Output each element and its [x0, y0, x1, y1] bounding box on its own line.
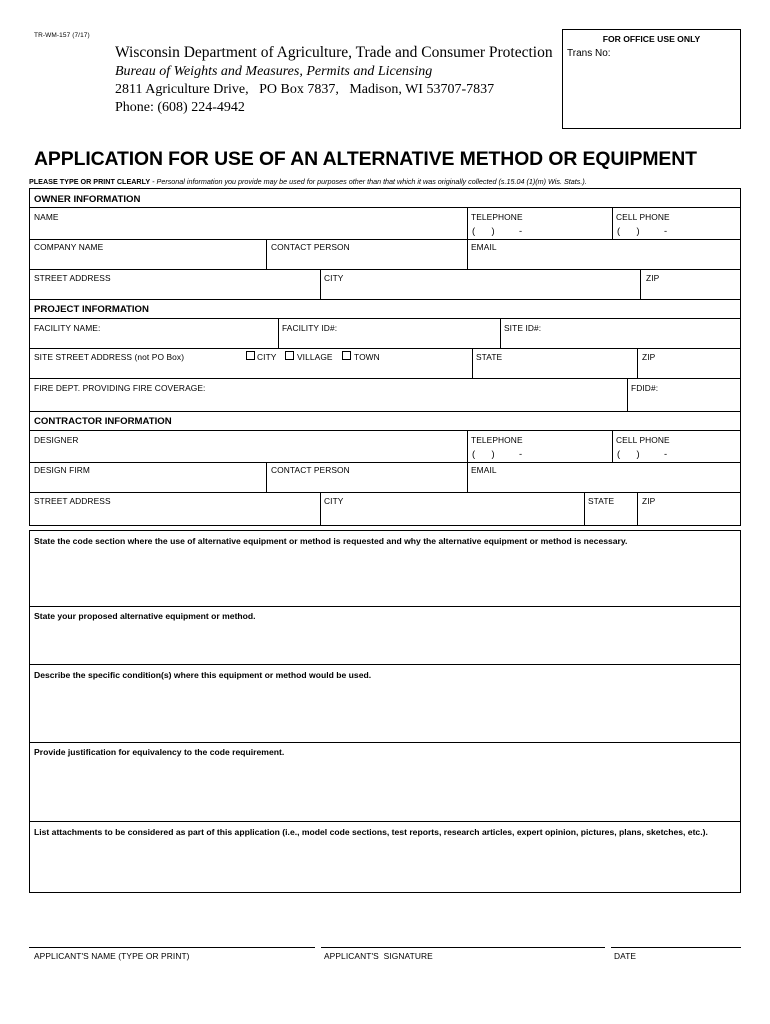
fire-dept-label: FIRE DEPT. PROVIDING FIRE COVERAGE:	[34, 383, 206, 393]
owner-street-label: STREET ADDRESS	[34, 273, 111, 283]
office-use-title: FOR OFFICE USE ONLY	[602, 34, 701, 44]
fdid-label: FDID#:	[631, 383, 659, 393]
owner-email-input[interactable]	[471, 255, 735, 267]
city-checkbox[interactable]	[246, 351, 255, 360]
question-proposed-method: State your proposed alternative equipment or method.	[34, 611, 256, 621]
answer-justification[interactable]	[34, 763, 734, 817]
contractor-cell-label: CELL PHONE	[616, 435, 670, 445]
trans-no-label: Trans No:	[567, 48, 611, 59]
applicant-name-input[interactable]	[34, 932, 312, 945]
city-option-label: CITY	[257, 352, 277, 362]
date-label: DATE	[614, 951, 637, 961]
facility-id-label: FACILITY ID#:	[282, 323, 338, 333]
facility-name-label: FACILITY NAME:	[34, 323, 101, 333]
owner-telephone-mask: ( ) -	[472, 225, 523, 236]
question-attachments: List attachments to be considered as part of this application (i.e., model code sections, test reports, research articles, expert opinion, pictures, plans, sketches, etc.).	[34, 827, 708, 837]
form-code: TR-WM-157 (7/17)	[34, 32, 90, 39]
project-state-label: STATE	[476, 352, 503, 362]
contractor-zip-input[interactable]	[642, 510, 735, 522]
contractor-contact-label: CONTACT PERSON	[271, 465, 350, 475]
design-firm-label: DESIGN FIRM	[34, 465, 91, 475]
contractor-email-input[interactable]	[471, 478, 735, 490]
owner-telephone-label: TELEPHONE	[471, 212, 523, 222]
owner-cell-label: CELL PHONE	[616, 212, 670, 222]
instruction-bold: PLEASE TYPE OR PRINT CLEARLY	[29, 177, 151, 186]
project-zip-input[interactable]	[642, 365, 735, 377]
town-option-label: TOWN	[354, 352, 380, 362]
project-zip-label: ZIP	[642, 352, 656, 362]
office-use-box	[562, 29, 741, 129]
designer-label: DESIGNER	[34, 435, 79, 445]
question-conditions: Describe the specific condition(s) where this equipment or method would be used.	[34, 670, 372, 680]
agency-address: 2811 Agriculture Drive, PO Box 7837, Madison, WI 53707-7837	[115, 82, 495, 97]
contractor-street-label: STREET ADDRESS	[34, 496, 111, 506]
contractor-header: CONTRACTOR INFORMATION	[34, 416, 172, 427]
owner-city-label: CITY	[324, 273, 344, 283]
instruction-italic: - Personal information you provide may be used for purposes other than that which it was originally collected (s.15.04 (1)(m) Wis. Stats.).	[150, 177, 587, 186]
contractor-city-label: CITY	[324, 496, 344, 506]
town-checkbox[interactable]	[342, 351, 351, 360]
owner-cell-mask: ( ) -	[617, 225, 668, 236]
owner-name-input[interactable]	[34, 224, 459, 236]
owner-street-input[interactable]	[34, 286, 314, 298]
site-street-label: SITE STREET ADDRESS (not PO Box)	[34, 352, 185, 362]
owner-zip-input[interactable]	[646, 286, 736, 298]
design-firm-input[interactable]	[34, 478, 260, 490]
facility-name-input[interactable]	[104, 322, 272, 334]
fdid-input[interactable]	[631, 396, 735, 408]
owner-city-input[interactable]	[324, 286, 634, 298]
owner-zip-label: ZIP	[646, 273, 660, 283]
owner-contact-input[interactable]	[271, 255, 461, 267]
owner-company-input[interactable]	[34, 255, 260, 267]
page-title: APPLICATION FOR USE OF AN ALTERNATIVE METHOD OR EQUIPMENT	[34, 148, 697, 170]
owner-email-label: EMAIL	[471, 242, 497, 252]
designer-input[interactable]	[34, 447, 459, 459]
village-option-label: VILLAGE	[297, 352, 333, 362]
contractor-zip-label: ZIP	[642, 496, 656, 506]
owner-header: OWNER INFORMATION	[34, 194, 141, 205]
answer-attachments[interactable]	[34, 856, 734, 889]
agency-name: Wisconsin Department of Agriculture, Trade and Consumer Protection	[115, 44, 553, 61]
owner-name-label: NAME	[34, 212, 59, 222]
applicant-name-label: APPLICANT'S NAME (TYPE OR PRINT)	[34, 951, 190, 961]
agency-bureau: Bureau of Weights and Measures, Permits and Licensing	[115, 64, 433, 79]
contractor-state-label: STATE	[588, 496, 615, 506]
fire-dept-input[interactable]	[34, 396, 621, 408]
village-checkbox[interactable]	[285, 351, 294, 360]
contractor-city-input[interactable]	[324, 510, 578, 522]
date-input[interactable]	[614, 932, 738, 945]
facility-id-input[interactable]	[342, 322, 494, 334]
answer-proposed-method[interactable]	[34, 626, 734, 660]
contractor-contact-input[interactable]	[271, 478, 461, 490]
answer-conditions[interactable]	[34, 686, 734, 738]
project-state-input[interactable]	[476, 365, 631, 377]
site-id-label: SITE ID#:	[504, 323, 542, 333]
contractor-email-label: EMAIL	[471, 465, 497, 475]
site-id-input[interactable]	[546, 322, 734, 334]
owner-company-label: COMPANY NAME	[34, 242, 104, 252]
applicant-signature-input[interactable]	[324, 932, 602, 945]
question-code-section: State the code section where the use of alternative equipment or method is requested and why the alternative equipment or method is necessary.	[34, 536, 628, 546]
question-justification: Provide justification for equivalency to the code requirement.	[34, 747, 285, 757]
instruction	[29, 177, 587, 186]
contractor-cell-mask: ( ) -	[617, 448, 668, 459]
contractor-state-input[interactable]	[588, 510, 632, 522]
contractor-telephone-mask: ( ) -	[472, 448, 523, 459]
site-street-input[interactable]	[34, 365, 464, 377]
contractor-street-input[interactable]	[34, 510, 314, 522]
owner-contact-label: CONTACT PERSON	[271, 242, 350, 252]
agency-phone: Phone: (608) 224-4942	[115, 100, 245, 115]
contractor-telephone-label: TELEPHONE	[471, 435, 523, 445]
answer-code-section[interactable]	[34, 552, 734, 602]
applicant-signature-label: APPLICANT'S SIGNATURE	[324, 951, 433, 961]
project-header: PROJECT INFORMATION	[34, 304, 149, 315]
